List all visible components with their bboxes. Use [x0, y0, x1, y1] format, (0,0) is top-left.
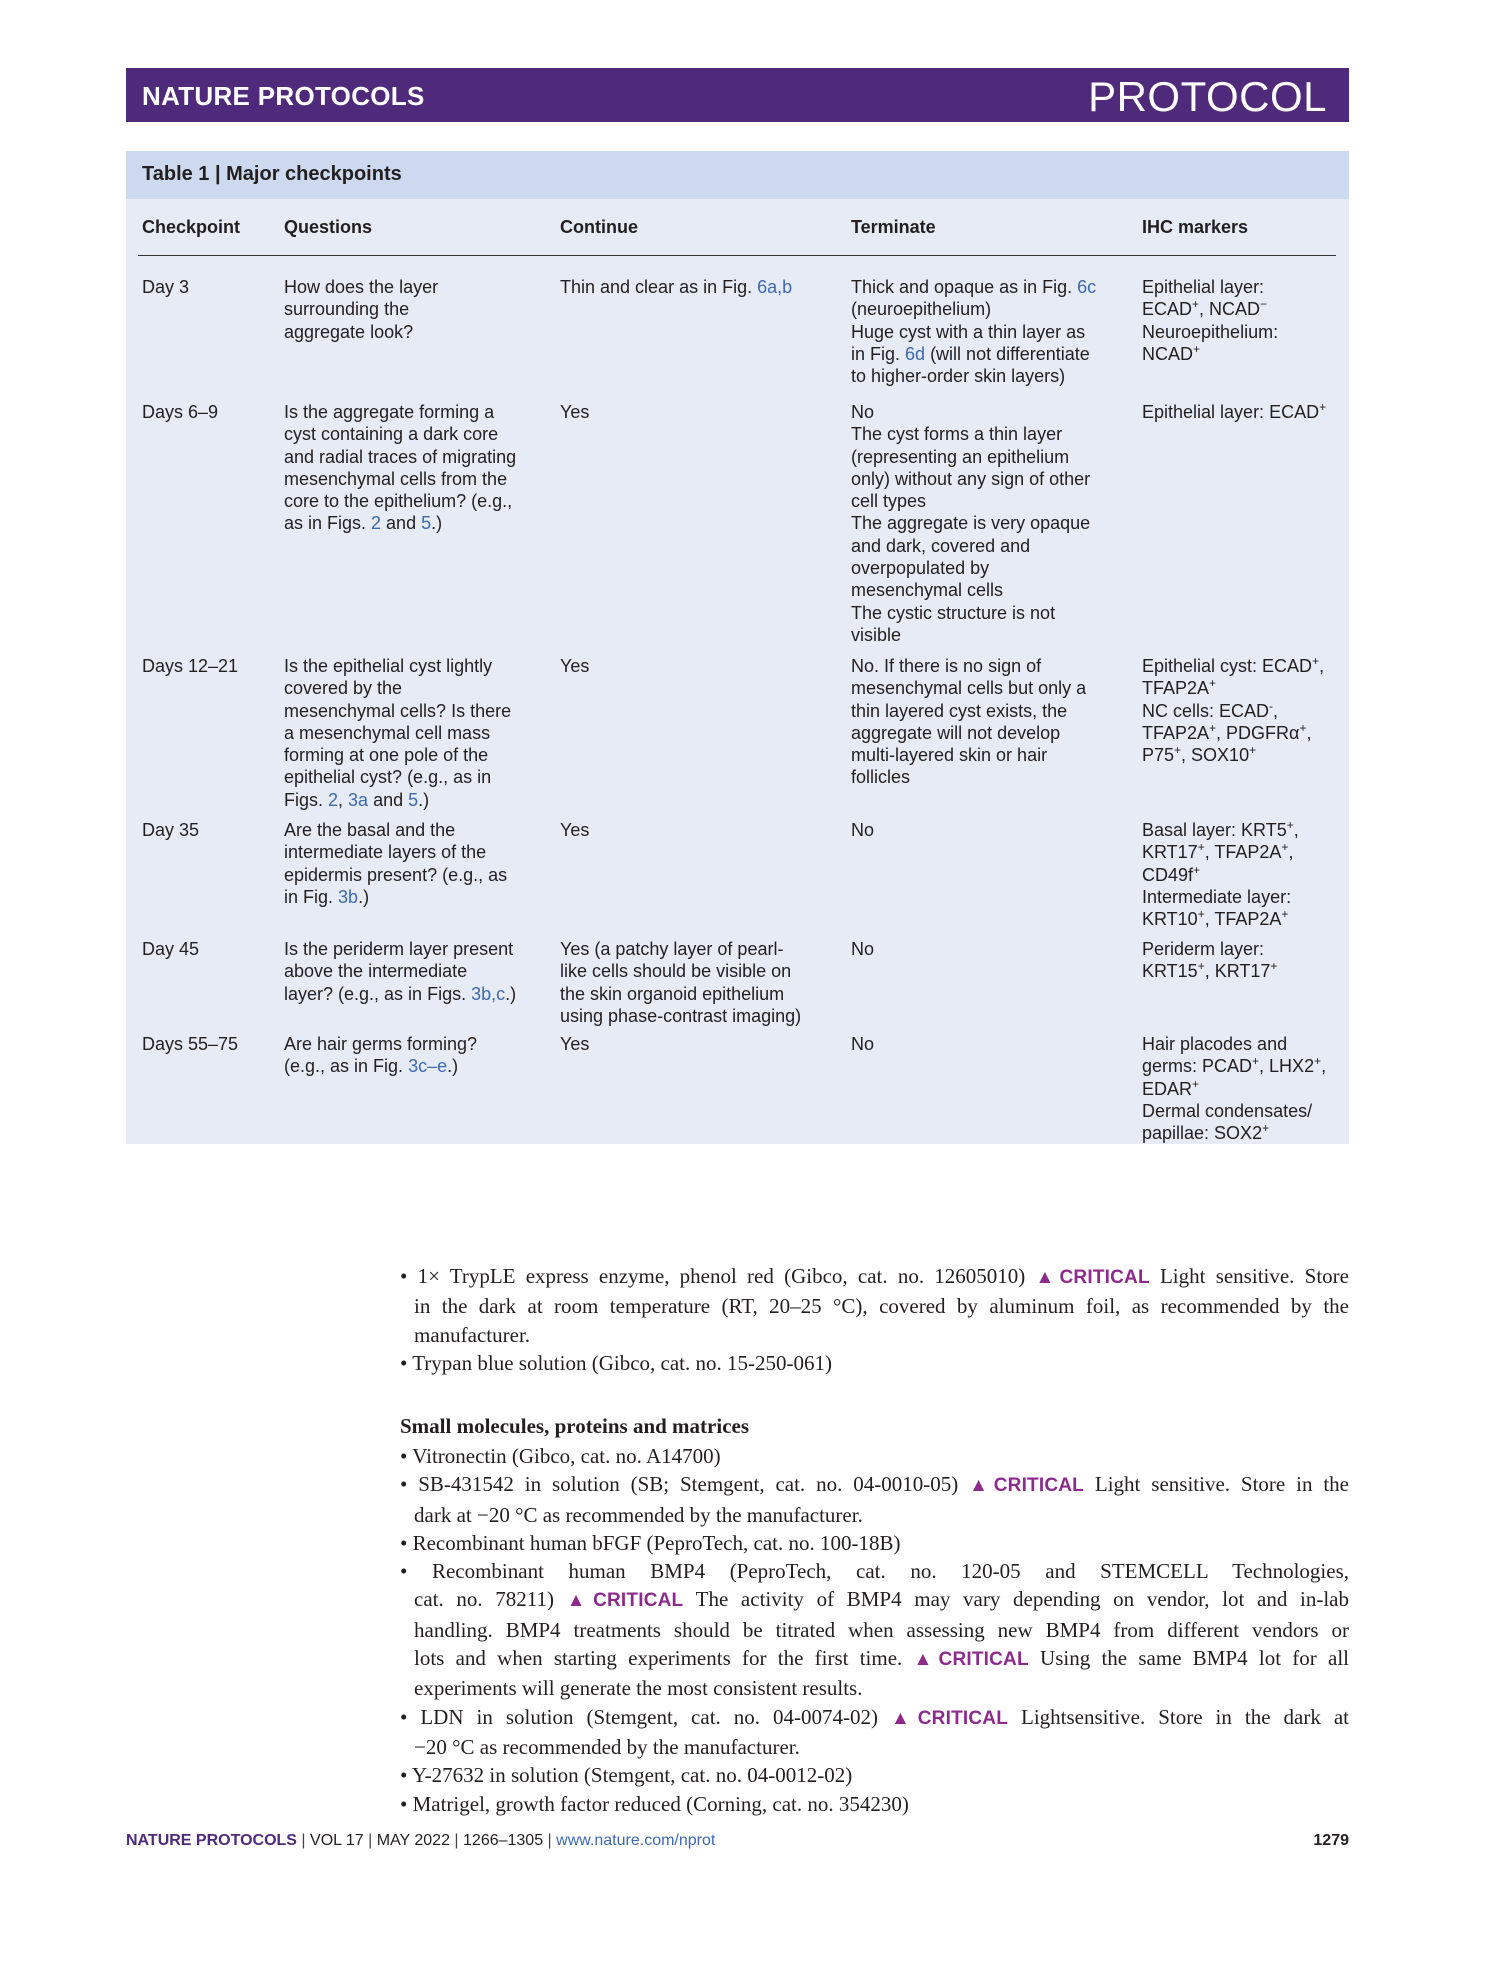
table-cell-question: Is the periderm layer present above the intermediate layer? (e.g., as in Figs. 3b,c.) — [284, 939, 517, 1004]
table-cell-ihc: Hair placodes and germs: PCAD+, LHX2+, EDAR+ Dermal condensates/ papillae: SOX2+ — [1142, 1034, 1327, 1144]
list-item-line: −20 °C as recommended by the manufacturer. — [414, 1734, 800, 1759]
col-header-continue: Continue — [560, 217, 638, 237]
list-item-line: dark at −20 °C as recommended by the manufacturer. — [414, 1502, 863, 1527]
list-item-line: cat. no. 78211) ▲CRITICAL The activity of BMP4 may vary depending on vendor, lot and in-lab — [414, 1587, 1349, 1612]
table-cell-checkpoint: Day 3 — [142, 277, 190, 297]
list-item-line: in the dark at room temperature (RT, 20–25 °C), covered by aluminum foil, as recommended by the — [414, 1294, 1349, 1319]
footer-pages: 1266–1305 — [463, 1832, 544, 1849]
reagent-sb431542: • SB-431542 in solution (SB; Stemgent, cat. no. 04-0010-05) ▲CRITICAL Light sensitive. Store in the — [400, 1472, 1349, 1497]
col-header-ihc: IHC markers — [1142, 217, 1249, 237]
table-cell-continue: Yes (a patchy layer of pearl- like cells should be visible on the skin organoid epithelium using phase-contrast imaging) — [560, 939, 802, 1026]
table-cell-continue: Yes — [560, 402, 590, 422]
critical-label: ▲CRITICAL — [566, 1590, 684, 1612]
table-cell-checkpoint: Days 12–21 — [142, 656, 239, 676]
table-cell-ihc: Basal layer: KRT5+, KRT17+, TFAP2A+, CD49f+ Intermediate layer: KRT10+, TFAP2A+ — [1142, 818, 1299, 930]
journal-name: NATURE PROTOCOLS — [142, 81, 425, 111]
figure-reference-link[interactable]: 2 — [328, 789, 339, 810]
table-cell-continue: Thin and clear as in Fig. 6a,b — [560, 277, 793, 297]
reagent-trypan: • Trypan blue solution (Gibco, cat. no. 15-250-061) — [400, 1350, 832, 1375]
header-rule — [138, 255, 1336, 256]
reagent-bfgf: • Recombinant human bFGF (PeproTech, cat. no. 100-18B) — [400, 1530, 901, 1555]
table-cell-terminate: No — [851, 820, 875, 840]
table-cell-terminate: No — [851, 1034, 875, 1054]
figure-reference-link[interactable]: 3a — [348, 789, 369, 810]
table-cell-terminate: No. If there is no sign of mesenchymal cells but only a thin layered cyst exists, the aggregate will not develop multi-layered skin or hair follicles — [851, 656, 1087, 788]
table-cell-checkpoint: Days 55–75 — [142, 1034, 239, 1054]
reagent-vitronectin: • Vitronectin (Gibco, cat. no. A14700) — [400, 1444, 721, 1468]
table-cell-ihc: Epithelial layer: ECAD+ — [1142, 400, 1327, 422]
list-item-line: • 1× TrypLE express enzyme, phenol red (Gibco, cat. no. 12605010) ▲CRITICAL Light sensitive. Store — [400, 1264, 1349, 1288]
table-cell-continue: Yes — [560, 656, 590, 676]
table-cell-continue: Yes — [560, 820, 590, 840]
figure-reference-link[interactable]: 3c–e — [408, 1056, 448, 1077]
table-cell-question: How does the layer surrounding the aggregate look? — [284, 277, 439, 342]
col-header-terminate: Terminate — [851, 217, 936, 237]
table-cell-ihc: Epithelial layer: ECAD+, NCAD− Neuroepithelium: NCAD+ — [1142, 277, 1279, 364]
table-cell-checkpoint: Day 35 — [142, 820, 200, 840]
footer-volume: VOL 17 — [310, 1832, 364, 1849]
table-cell-checkpoint: Day 45 — [142, 939, 200, 959]
small-molecules-list — [400, 1442, 1349, 1818]
reagent-y27632: • Y-27632 in solution (Stemgent, cat. no. 04-0012-02) — [400, 1763, 853, 1788]
checkpoints-table — [126, 151, 1349, 1144]
table-cell-terminate: No The cyst forms a thin layer (representing an epithelium only) without any sign of other cell types The aggregate is very opaque and dark, covered and overpopulated by mesenchymal cells The cystic structure is not visible — [851, 402, 1091, 645]
table-cell-ihc: Epithelial cyst: ECAD+, TFAP2A+ NC cells: ECAD-, TFAP2A+, PDGFRα+, P75+, SOX10+ — [1142, 654, 1325, 766]
critical-label: ▲CRITICAL — [913, 1649, 1029, 1671]
footer-url-link[interactable]: www.nature.com/nprot — [556, 1832, 716, 1849]
figure-reference-link[interactable]: 6a,b — [757, 277, 793, 297]
list-item-line: experiments will generate the most consistent results. — [414, 1676, 863, 1701]
figure-reference-link[interactable]: 2 — [371, 513, 382, 534]
list-item-line: lots and when starting experiments for the first time. ▲CRITICAL Using the same BMP4 lot for all — [414, 1646, 1349, 1671]
table-cell-question: Is the aggregate forming a cyst containing a dark core and radial traces of migrating mesenchymal cells from the core to the epithelium? (e.g., as in Figs. 2 and 5.) — [284, 402, 517, 534]
list-item-line: handling. BMP4 treatments should be titrated when assessing new BMP4 from different vendors or — [414, 1617, 1349, 1642]
critical-label: ▲CRITICAL — [891, 1707, 1009, 1729]
table-cell-checkpoint: Days 6–9 — [142, 402, 219, 422]
table-cell-question: Are the basal and the intermediate layers of the epidermis present? (e.g., as in Fig. 3b.) — [284, 820, 508, 907]
page-number: 1279 — [1313, 1832, 1349, 1849]
footer-journal: NATURE PROTOCOLS — [126, 1832, 297, 1849]
col-header-checkpoint: Checkpoint — [142, 217, 241, 237]
table-cell-continue: Yes — [560, 1034, 590, 1054]
reagent-bmp4: • Recombinant human BMP4 (PeproTech, cat. no. 120-05 and STEMCELL Technologies, — [400, 1559, 1349, 1584]
figure-reference-link[interactable]: 6d — [905, 343, 926, 364]
table-cell-terminate: No — [851, 939, 875, 959]
reagent-tryple — [400, 1262, 1349, 1377]
col-header-questions: Questions — [284, 217, 373, 237]
table-title-bar — [126, 151, 1349, 199]
critical-label: ▲CRITICAL — [969, 1475, 1084, 1497]
figure-reference-link[interactable]: 3b — [338, 886, 359, 907]
figure-reference-link[interactable]: 3b,c — [471, 983, 506, 1004]
journal-banner — [126, 68, 1349, 122]
reagent-matrigel: • Matrigel, growth factor reduced (Corning, cat. no. 354230) — [400, 1791, 909, 1816]
footer-date: MAY 2022 — [376, 1832, 450, 1849]
table-cell-ihc: Periderm layer: KRT15+, KRT17+ — [1142, 939, 1278, 982]
list-item-line: manufacturer. — [414, 1322, 531, 1347]
page-footer: NATURE PROTOCOLS | VOL 17 | MAY 2022 | 1266–1305 | www.nature.com/nprot — [126, 1832, 716, 1849]
critical-label: ▲CRITICAL — [1035, 1267, 1150, 1288]
table-title: Table 1 | Major checkpoints — [142, 163, 402, 185]
article-type: PROTOCOL — [1088, 73, 1327, 120]
figure-reference-link[interactable]: 5 — [408, 789, 419, 810]
figure-reference-link[interactable]: 5 — [421, 513, 432, 534]
reagent-ldn: • LDN in solution (Stemgent, cat. no. 04-0074-02) ▲CRITICAL Lightsensitive. Store in the dark at — [400, 1704, 1350, 1729]
section-heading: Small molecules, proteins and matrices — [400, 1414, 750, 1438]
figure-reference-link[interactable]: 6c — [1077, 277, 1097, 297]
table-cell-terminate: Thick and opaque as in Fig. 6c (neuroepithelium) Huge cyst with a thin layer as in Fig. 6d (will not differentiate to higher-order skin layers) — [851, 277, 1097, 387]
table-cell-question: Is the epithelial cyst lightly covered by the mesenchymal cells? Is there a mesenchymal cell mass forming at one pole of the epithelial cyst? (e.g., as in Figs. 2, 3a and 5.) — [284, 656, 512, 810]
table-cell-question: Are hair germs forming? (e.g., as in Fig. 3c–e.) — [284, 1034, 478, 1077]
